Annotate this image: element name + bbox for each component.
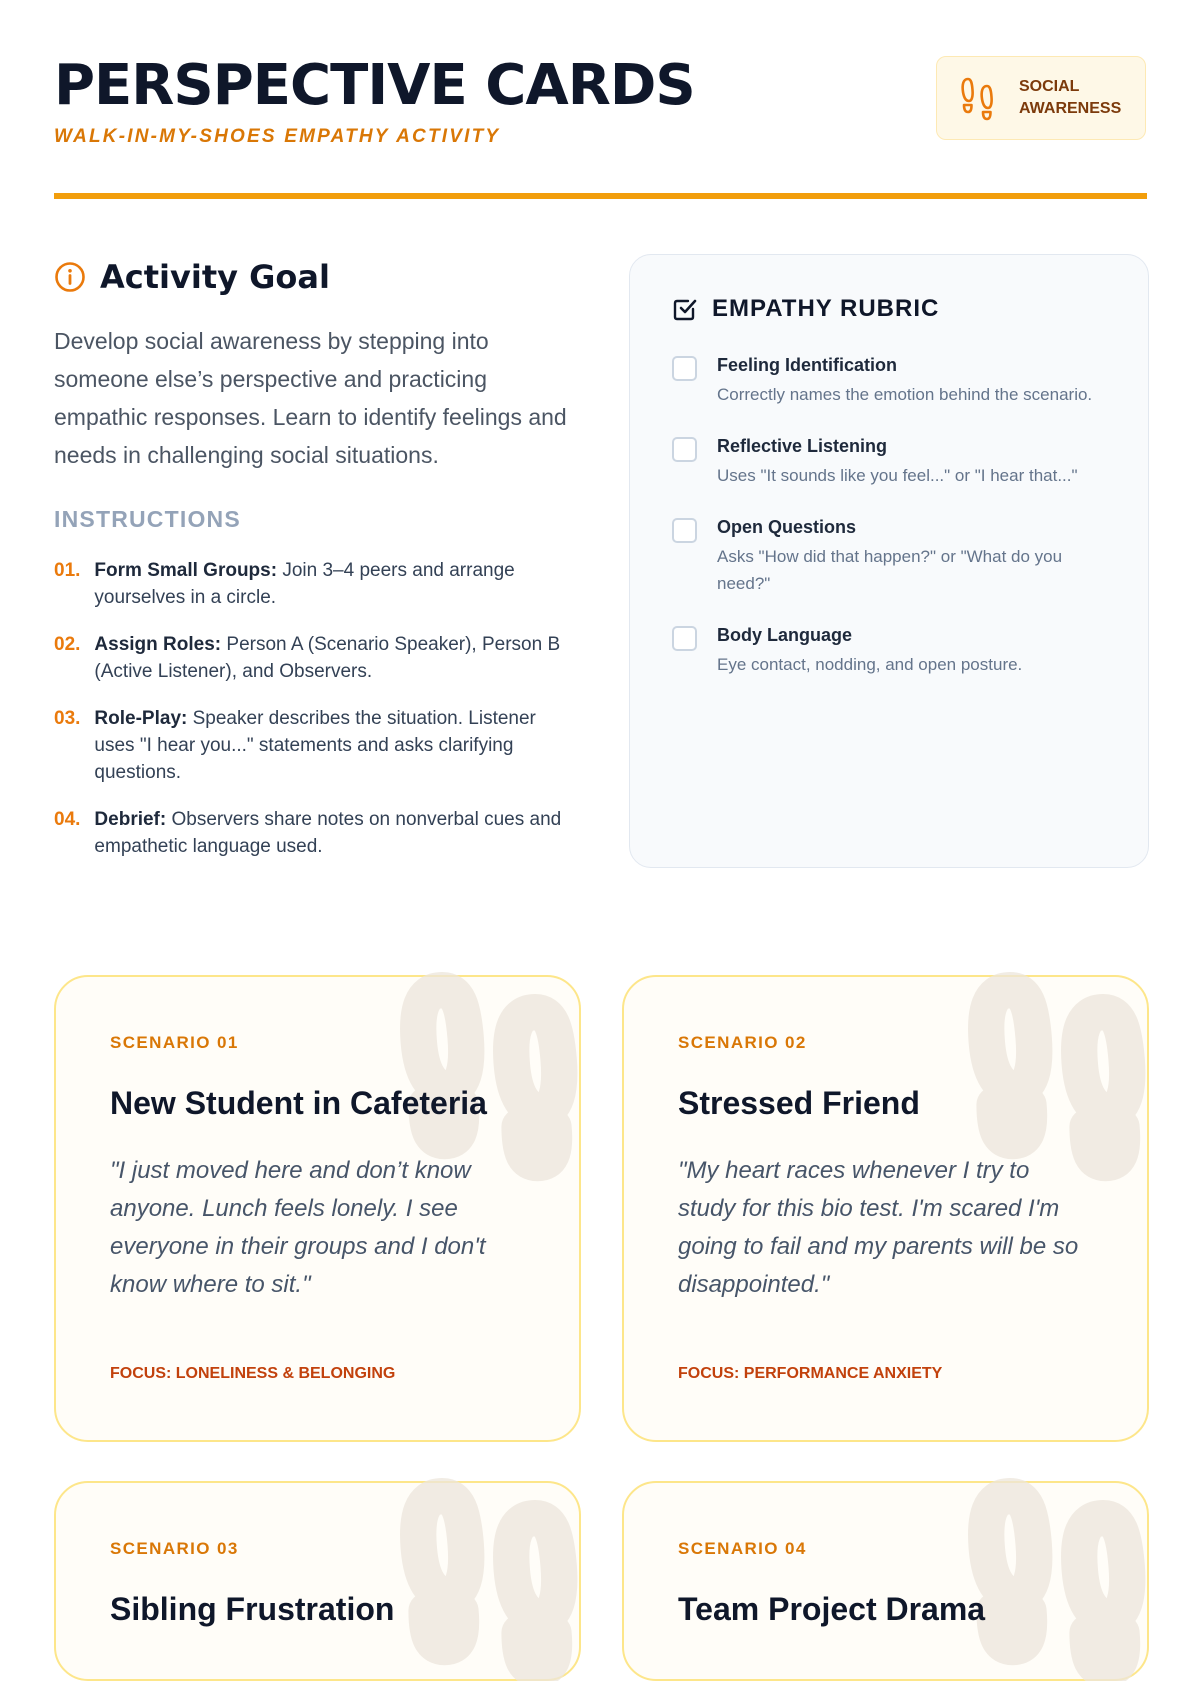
scenario-label: SCENARIO 02	[678, 1033, 807, 1052]
rubric-checkbox[interactable]	[672, 437, 697, 462]
footprints-watermark-icon	[967, 977, 1147, 1167]
step-number: 01.	[54, 560, 81, 581]
step-text: Person A (Scenario Speaker), Person B (Active Listener), and Observers.	[94, 634, 561, 682]
step-title: Form Small Groups:	[94, 560, 278, 581]
footprints-watermark-icon	[399, 977, 579, 1167]
rubric-item-desc: Correctly names the emotion behind the scenario.	[717, 385, 1093, 404]
rubric-item-desc: Asks "How did that happen?" or "What do you need?"	[717, 547, 1063, 593]
step-number: 02.	[54, 634, 81, 655]
scenario-label: SCENARIO 04	[678, 1539, 807, 1558]
activity-goal-text: Develop social awareness by stepping into someone else’s perspective and practicing empathic responses. Learn to identify feelings and needs in challenging social situations.	[54, 328, 567, 468]
scenario-card[interactable]	[54, 1481, 581, 1681]
header-divider	[54, 193, 1147, 199]
footprints-watermark-icon	[967, 1483, 1147, 1673]
rubric-item	[672, 623, 1106, 678]
instruction-step	[54, 557, 574, 611]
scenario-quote: "I just moved here and don’t know anyone. Lunch feels lonely. I see everyone in their groups and I don't know where to sit."	[110, 1157, 486, 1298]
scenario-title: New Student in Cafeteria	[110, 1085, 487, 1121]
instruction-step	[54, 806, 574, 860]
rubric-checkbox[interactable]	[672, 626, 697, 651]
rubric-checkbox[interactable]	[672, 356, 697, 381]
activity-goal-title: Activity Goal	[100, 258, 330, 296]
step-title: Assign Roles:	[94, 634, 222, 655]
scenario-card[interactable]	[622, 975, 1149, 1442]
step-title: Debrief:	[94, 809, 167, 830]
rubric-item-desc: Uses "It sounds like you feel..." or "I hear that..."	[717, 466, 1078, 485]
instruction-step	[54, 705, 574, 786]
step-number: 03.	[54, 708, 81, 729]
rubric-item-title: Body Language	[717, 625, 853, 645]
checkbox-checked-icon	[672, 296, 698, 322]
scenario-card[interactable]	[622, 1481, 1149, 1681]
step-title: Role-Play:	[94, 708, 188, 729]
scenario-quote: "My heart races whenever I try to study for this bio test. I'm scared I'm going to fail and my parents will be so disappointed."	[678, 1157, 1079, 1298]
scenario-label: SCENARIO 01	[110, 1033, 239, 1052]
rubric-item-title: Open Questions	[717, 517, 857, 537]
step-text: Join 3–4 peers and arrange yourselves in a circle.	[94, 560, 515, 608]
badge-label-line2: AWARENESS	[1019, 100, 1122, 117]
scenario-focus: FOCUS: PERFORMANCE ANXIETY	[678, 1365, 943, 1382]
rubric-title: EMPATHY RUBRIC	[712, 295, 940, 322]
badge-label-line1: SOCIAL	[1019, 78, 1080, 95]
page-header	[54, 53, 1146, 202]
rubric-item-desc: Eye contact, nodding, and open posture.	[717, 655, 1023, 674]
rubric-item-title: Reflective Listening	[717, 436, 888, 456]
scenario-label: SCENARIO 03	[110, 1539, 239, 1558]
rubric-item	[672, 434, 1106, 489]
rubric-item	[672, 353, 1106, 408]
scenario-title: Sibling Frustration	[110, 1591, 395, 1627]
page-title: PERSPECTIVE CARDS	[54, 53, 695, 118]
scenario-focus: FOCUS: LONELINESS & BELONGING	[110, 1365, 396, 1382]
footprints-icon	[959, 76, 999, 120]
step-number: 04.	[54, 809, 81, 830]
page-subtitle: WALK-IN-MY-SHOES EMPATHY ACTIVITY	[54, 126, 501, 147]
rubric-item-title: Feeling Identification	[717, 355, 898, 375]
footprints-watermark-icon	[399, 1483, 579, 1673]
rubric-item	[672, 515, 1106, 597]
rubric-checkbox[interactable]	[672, 518, 697, 543]
instructions-list	[54, 557, 574, 860]
step-text: Speaker describes the situation. Listener uses "I hear you..." statements and asks clarifying questions.	[94, 708, 536, 783]
empathy-rubric-panel	[629, 254, 1149, 868]
scenario-card[interactable]	[54, 975, 581, 1442]
instruction-step	[54, 631, 574, 685]
instructions-heading: INSTRUCTIONS	[54, 506, 241, 532]
info-icon	[54, 261, 86, 293]
scenario-title: Stressed Friend	[678, 1085, 920, 1121]
step-text: Observers share notes on nonverbal cues and empathetic language used.	[94, 809, 562, 857]
scenario-title: Team Project Drama	[678, 1591, 986, 1627]
topic-badge	[936, 56, 1146, 140]
activity-goal-section	[54, 258, 574, 880]
